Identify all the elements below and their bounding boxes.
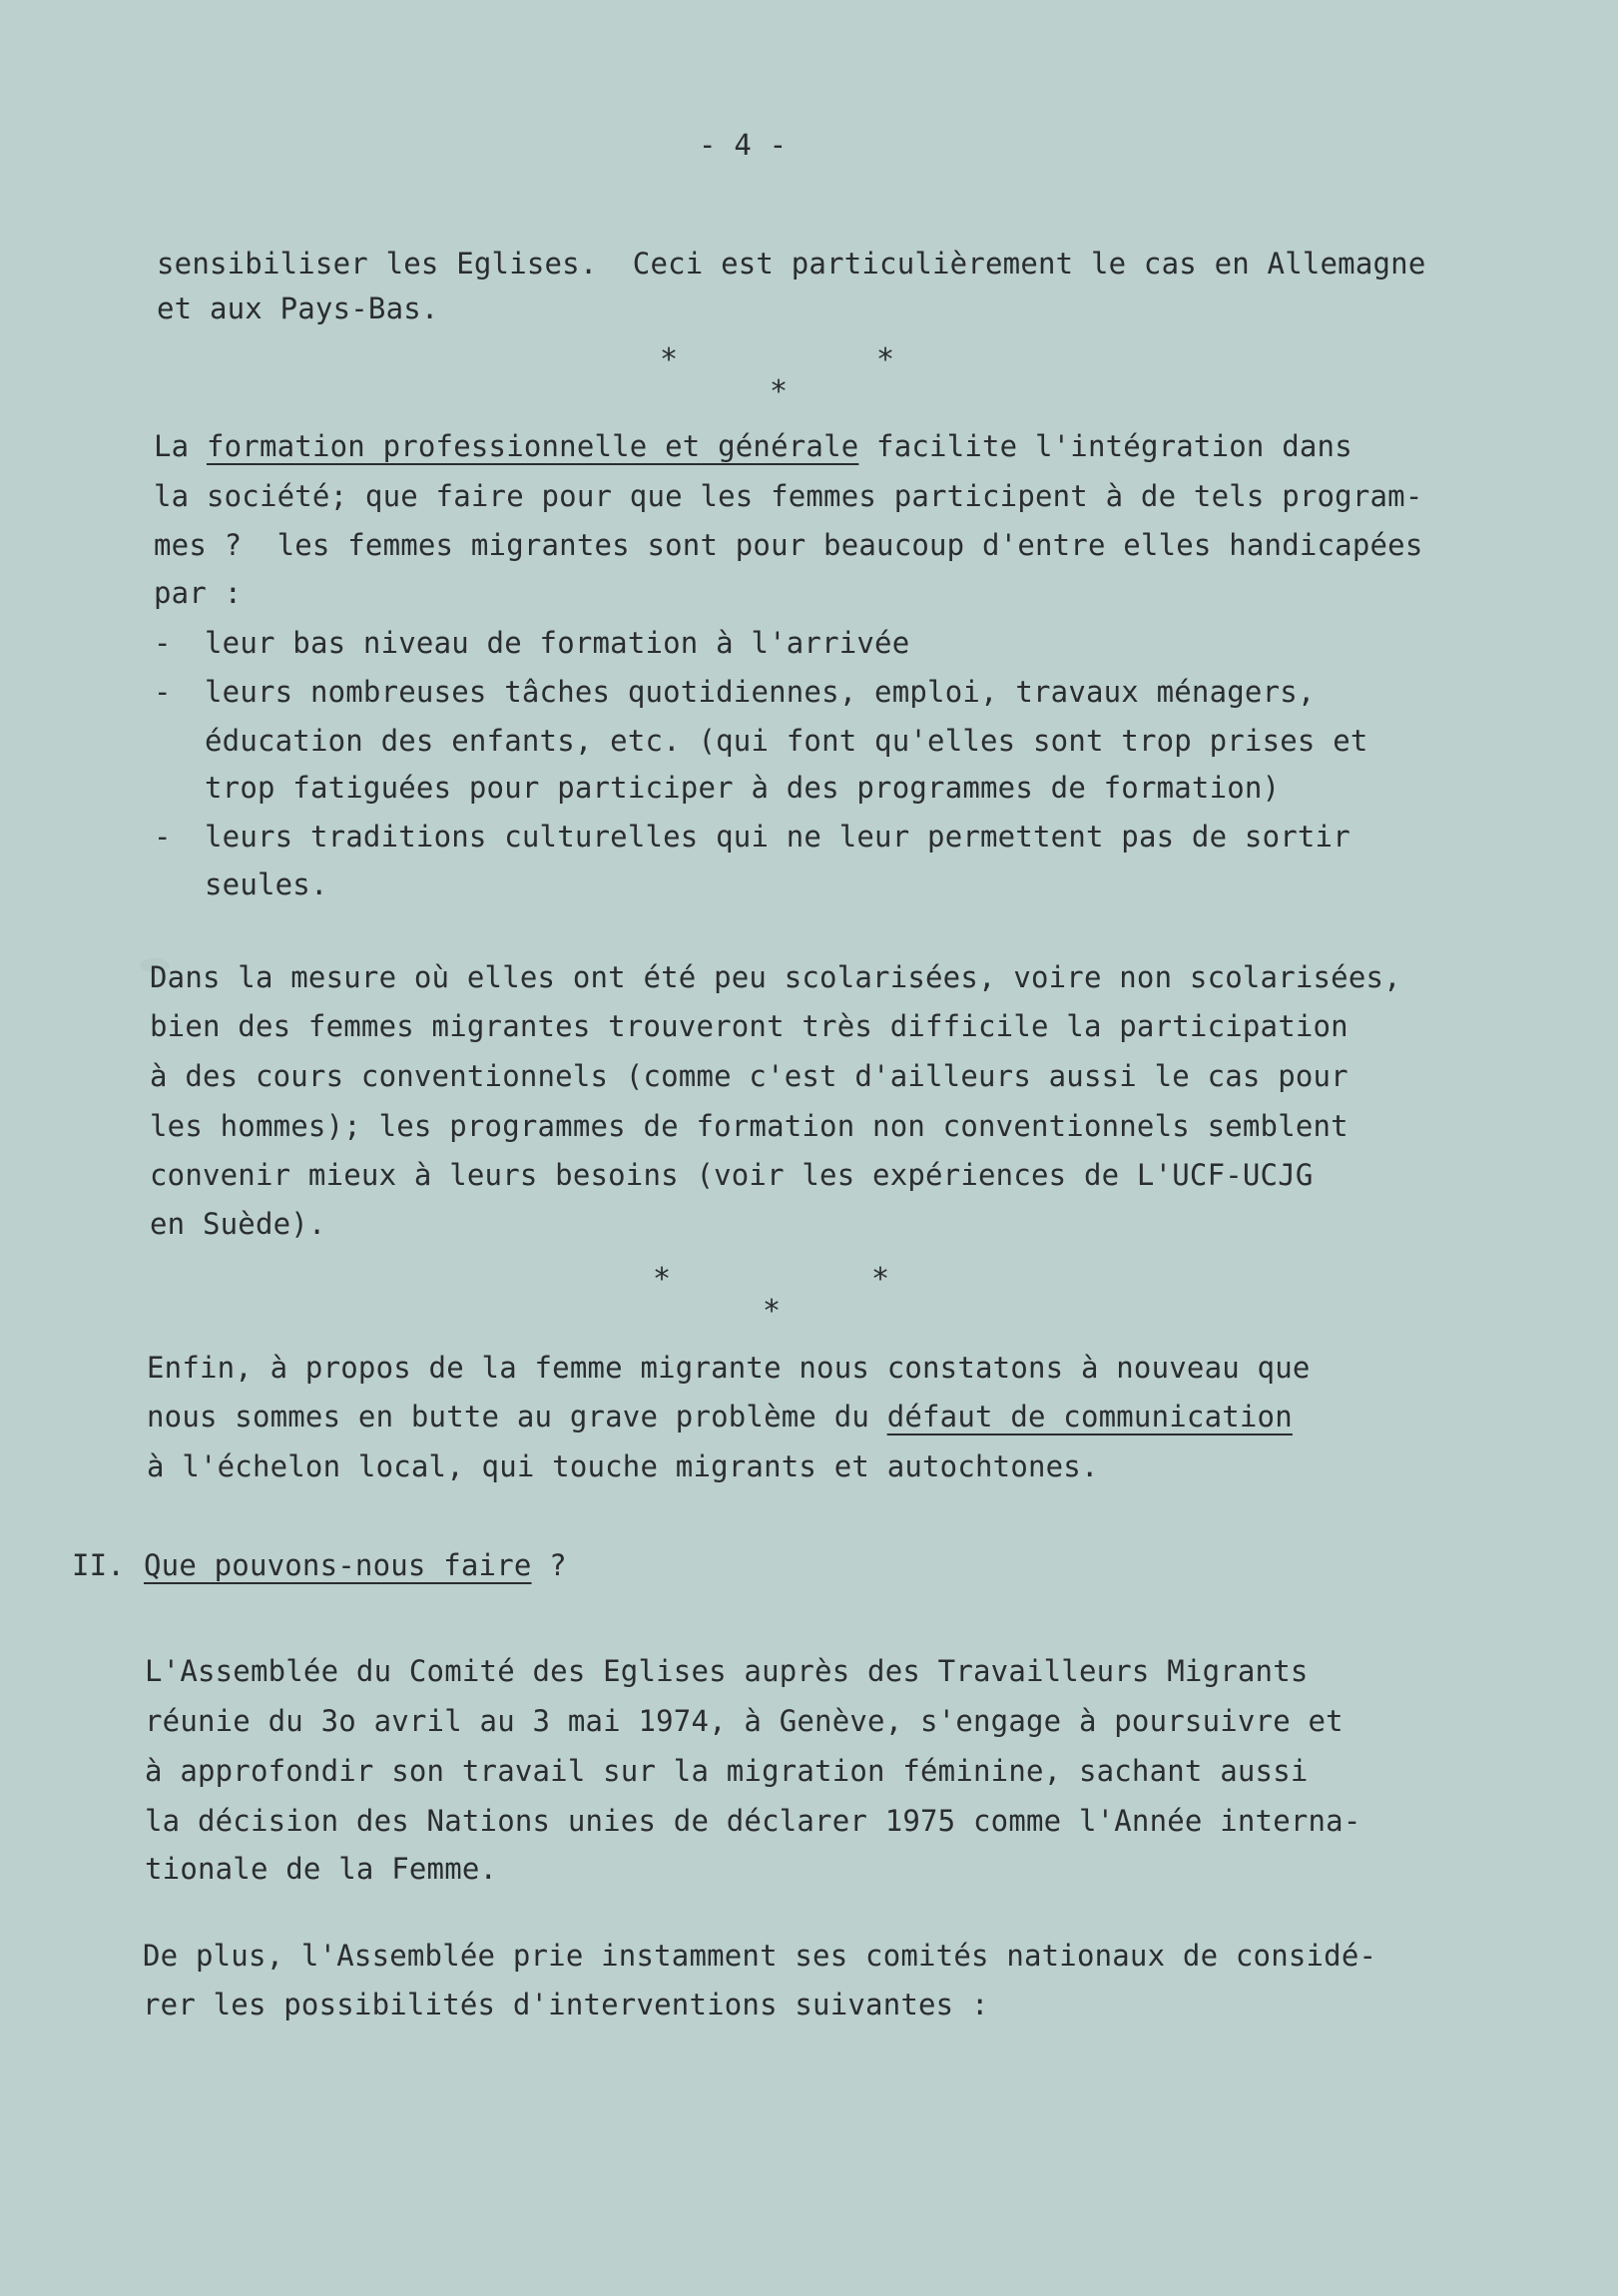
separator-star: * [653,1262,672,1297]
formation-line-1: La formation professionnelle et générale facilite l'intégration dans [154,429,1352,463]
formation-underlined: formation professionnelle et générale [206,429,859,463]
enfin-line-1: Enfin, à propos de la femme migrante nous constatons à nouveau que [147,1351,1311,1385]
list-dash: - [154,820,172,854]
section-number: II. [72,1548,125,1582]
section-heading: Que pouvons-nous faire ? [144,1548,567,1582]
separator-star: * [660,342,679,377]
list-item-3-line-2: seules. [205,867,328,901]
enfin-line-3: à l'échelon local, qui touche migrants et autochtones. [147,1449,1099,1483]
deplus-line-2: rer les possibilités d'interventions suivantes : [143,1988,989,2021]
assemblee-line-3: à approfondir son travail sur la migration féminine, sachant aussi [145,1754,1309,1788]
scolarisees-line-3: à des cours conventionnels (comme c'est d'ailleurs aussi le cas pour [150,1059,1348,1093]
assemblee-line-5: tionale de la Femme. [145,1852,498,1886]
scolarisees-line-1: Dans la mesure où elles ont été peu scolarisées, voire non scolarisées, [150,960,1401,994]
scolarisees-line-4: les hommes); les programmes de formation non conventionnels semblent [150,1109,1348,1143]
enfin-line-2: nous sommes en butte au grave problème du défaut de communication [147,1400,1293,1434]
deplus-line-1: De plus, l'Assemblée prie instamment ses comités nationaux de considé- [143,1939,1377,1973]
formation-line-2: la société; que faire pour que les femmes participent à de tels program- [154,479,1423,513]
section-heading-underlined: Que pouvons-nous faire [144,1548,532,1582]
list-item-3-line-1: leurs traditions culturelles qui ne leur permettent pas de sortir [205,820,1350,854]
list-item-2-line-2: éducation des enfants, etc. (qui font qu'elles sont trop prises et [205,724,1368,758]
intro-line-1: sensibiliser les Eglises. Ceci est particulièrement le cas en Allemagne [157,247,1426,281]
list-item-2-line-1: leurs nombreuses tâches quotidiennes, emploi, travaux ménagers, [205,675,1316,709]
list-item-1-line-1: leur bas niveau de formation à l'arrivée [205,626,910,660]
assemblee-line-4: la décision des Nations unies de déclarer 1975 comme l'Année interna- [145,1804,1361,1838]
separator-star: * [876,342,895,377]
assemblee-line-2: réunie du 3o avril au 3 mai 1974, à Genève, s'engage à poursuivre et [145,1704,1344,1738]
formation-line-4: par : [154,576,243,610]
list-dash: - [154,675,172,709]
scolarisees-line-2: bien des femmes migrantes trouveront très difficile la participation [150,1009,1348,1043]
separator-star: * [763,1294,782,1329]
separator-star: * [871,1262,890,1297]
page-number: - 4 - [699,128,788,162]
scolarisees-line-6: en Suède). [150,1207,326,1241]
scolarisees-line-5: convenir mieux à leurs besoins (voir les expériences de L'UCF-UCJG [150,1158,1314,1192]
list-item-2-line-3: trop fatiguées pour participer à des programmes de formation) [205,771,1281,805]
formation-line-3: mes ? les femmes migrantes sont pour beaucoup d'entre elles handicapées [154,528,1423,562]
communication-underlined: défaut de communication [886,1400,1293,1434]
list-dash: - [154,626,172,660]
separator-star: * [770,374,789,409]
assemblee-line-1: L'Assemblée du Comité des Eglises auprès des Travailleurs Migrants [145,1654,1309,1688]
intro-line-2: et aux Pays-Bas. [157,291,439,325]
